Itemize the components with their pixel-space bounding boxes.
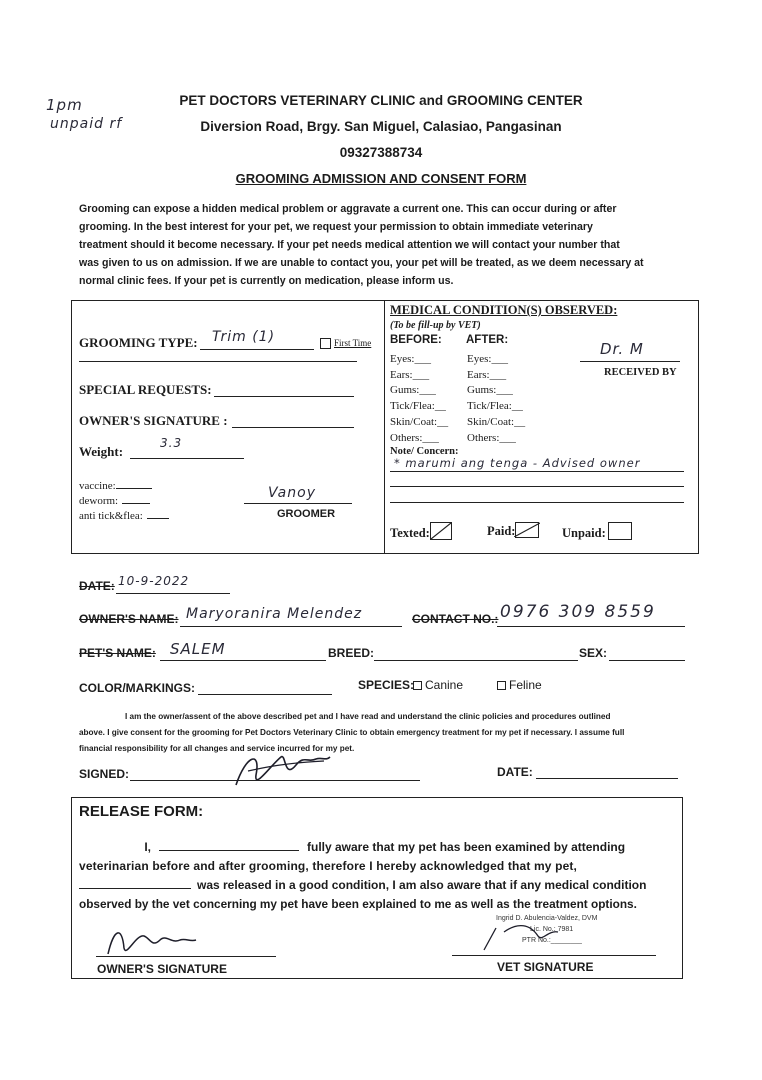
date-value[interactable]: 10-9-2022 (118, 574, 190, 588)
owner-sig-line[interactable] (96, 956, 276, 957)
vet-stamp-license: Lic. No.: 7981 (530, 926, 574, 933)
sex-line[interactable] (609, 660, 685, 661)
first-time-option[interactable] (320, 338, 371, 349)
grooming-type-line-2 (79, 361, 357, 362)
sex-label: SEX: (579, 646, 608, 660)
medical-row: Others:___ Others:___ (390, 431, 516, 444)
medical-row: Tick/Flea:__ Tick/Flea:__ (390, 400, 523, 413)
special-requests-line[interactable] (214, 396, 354, 397)
received-by-line (580, 361, 680, 362)
paid-field[interactable] (487, 522, 539, 539)
owner-name-blank[interactable] (159, 850, 299, 851)
vet-sig-line[interactable] (452, 955, 656, 956)
antitick-field[interactable] (79, 510, 169, 522)
grooming-type-value[interactable]: Trim (1) (212, 329, 276, 345)
after-item: Eyes: (467, 353, 492, 365)
note-label: Note/ Concern: (390, 446, 459, 457)
medical-row: Ears:___ Ears:___ (390, 368, 507, 381)
weight-value[interactable]: 3.3 (160, 436, 183, 450)
after-item: Tick/Flea: (467, 400, 512, 413)
owner-signature-scribble (226, 745, 336, 795)
weight-line (130, 458, 244, 459)
pet-name-value[interactable]: SALEM (170, 640, 226, 658)
after-item: Others: (467, 431, 500, 444)
after-label: AFTER: (466, 334, 509, 346)
box-divider (384, 300, 385, 554)
before-label: BEFORE: (390, 334, 442, 346)
intro-line: treatment should it become necessary. If your pet needs medical attention we will contact your number that (79, 239, 620, 251)
medical-subtitle: (To be fill-up by VET) (390, 320, 481, 331)
paid-label: Paid: (487, 524, 516, 538)
texted-label: Texted: (390, 526, 430, 540)
deworm-field[interactable] (79, 495, 150, 507)
breed-line[interactable] (374, 660, 578, 661)
contact-label: CONTACT NO.: (412, 612, 499, 626)
intro-paragraph (79, 200, 689, 290)
antitick-label: anti tick&flea: (79, 510, 143, 522)
breed-label: BREED: (328, 646, 375, 660)
note-value[interactable]: * marumi ang tenga - Advised owner (394, 456, 641, 470)
date-label: DATE: (79, 579, 115, 593)
checkmark-icon (514, 521, 540, 537)
note-line-1 (390, 471, 684, 472)
unpaid-label: Unpaid: (562, 526, 606, 540)
consent-line: above. I give consent for the grooming for Pet Doctors Veterinary Clinic to obtain emergency treatment for my pet if necessary. I assume full (79, 728, 625, 737)
checkmark-icon (431, 523, 451, 539)
groomer-value: Vanoy (268, 485, 316, 501)
after-item: Ears: (467, 368, 490, 381)
release-paragraph (79, 838, 675, 914)
release-line: veterinarian before and after grooming, therefore I hereby acknowledged that my pet, (79, 859, 578, 873)
intro-line: Grooming can expose a hidden medical problem or aggravate a current one. This can occur during or after (79, 203, 617, 215)
clinic-phone: 09327388734 (339, 145, 423, 160)
special-requests-label: SPECIAL REQUESTS: (79, 382, 212, 397)
weight-label: Weight: (79, 444, 124, 459)
feline-label: Feline (509, 678, 542, 692)
owner-name-line (180, 626, 402, 627)
grooming-type-line (200, 349, 314, 350)
contact-value[interactable]: 0976 309 8559 (500, 602, 656, 622)
before-item: Skin/Coat: (390, 415, 438, 428)
pet-name-label: PET'S NAME: (79, 646, 156, 660)
feline-option[interactable] (497, 678, 542, 692)
groomer-line (244, 503, 352, 504)
owner-signature-label: OWNER'S SIGNATURE : (79, 413, 228, 428)
before-item: Ears: (390, 368, 413, 381)
color-markings-line[interactable] (198, 694, 332, 695)
release-line3-end: was released in a good condition, I am also aware that if any medical condition (197, 878, 647, 892)
pet-name-blank[interactable] (79, 888, 191, 889)
vaccine-field[interactable] (79, 480, 152, 492)
grooming-type-label: GROOMING TYPE: (79, 335, 198, 350)
texted-checkbox[interactable] (430, 522, 452, 540)
after-item: Gums: (467, 384, 497, 397)
canine-label: Canine (425, 678, 464, 692)
contact-line (497, 626, 685, 627)
note-line-3 (390, 502, 684, 503)
vaccine-label: vaccine: (79, 480, 116, 492)
medical-row: Skin/Coat:__ Skin/Coat:__ (390, 415, 526, 428)
species-label: SPECIES: (358, 678, 415, 692)
owner-name-value[interactable]: Maryoranira Melendez (186, 606, 363, 622)
owner-release-signature-scribble (100, 922, 200, 958)
before-item: Eyes: (390, 353, 415, 365)
consent-line: financial responsibility for all changes and service incurred for my pet. (79, 744, 355, 753)
pet-name-line (160, 660, 326, 661)
release-i: I, (144, 840, 151, 854)
date-line (116, 593, 230, 594)
medical-rows (390, 352, 550, 446)
owner-sig-label: OWNER'S SIGNATURE (97, 962, 227, 976)
release-line1-end: fully aware that my pet has been examined by attending (307, 840, 626, 854)
texted-field[interactable] (390, 522, 452, 541)
color-markings-label: COLOR/MARKINGS: (79, 681, 195, 695)
clinic-address: Diversion Road, Brgy. San Miguel, Calasiao, Pangasinan (200, 119, 562, 134)
handwritten-unpaid-note: unpaid rf (50, 116, 123, 132)
release-line: observed by the vet concerning my pet have been explained to me as well as the treatment options. (79, 897, 637, 911)
owner-name-label: OWNER'S NAME: (79, 612, 179, 626)
release-line (79, 838, 675, 857)
before-item: Others: (390, 431, 423, 444)
intro-line: was given to us on admission. If we are unable to contact you, your pet will be treated, as we deem necessary at (79, 257, 644, 269)
canine-checkbox[interactable] (413, 681, 422, 690)
owner-signature-line[interactable] (232, 427, 354, 428)
clinic-name: PET DOCTORS VETERINARY CLINIC and GROOMING CENTER (179, 93, 583, 108)
received-by-value: Dr. M (600, 340, 644, 358)
signed-date-line[interactable] (536, 778, 678, 779)
first-time-label: First Time (334, 338, 372, 348)
medical-title: MEDICAL CONDITION(S) OBSERVED: (390, 303, 618, 317)
vet-stamp-name: Ingrid D. Abulencia-Valdez, DVM (496, 915, 598, 922)
vet-stamp-ptr: PTR No.:________ (522, 937, 582, 944)
vet-signature-scribble (478, 902, 568, 952)
consent-paragraph (79, 709, 689, 757)
vet-sig-label: VET SIGNATURE (497, 960, 594, 974)
unpaid-checkbox[interactable] (608, 522, 632, 540)
medical-row: Eyes:___ Eyes:___ (390, 353, 508, 365)
form-title: GROOMING ADMISSION AND CONSENT FORM (235, 171, 527, 186)
paid-checkbox[interactable] (515, 522, 539, 538)
received-by-label: RECEIVED BY (604, 367, 677, 378)
release-title: RELEASE FORM: (79, 803, 204, 820)
intro-line: normal clinic fees. If your pet is currently on medication, please inform us. (79, 275, 454, 287)
unpaid-field[interactable] (562, 522, 632, 541)
before-item: Gums: (390, 384, 420, 397)
after-item: Skin/Coat: (467, 415, 515, 428)
signed-label: SIGNED: (79, 767, 130, 781)
feline-checkbox[interactable] (497, 681, 506, 690)
before-item: Tick/Flea: (390, 400, 435, 413)
medical-row: Gums:___ Gums:___ (390, 384, 513, 397)
vet-stamp-ptr-label: PTR No.: (522, 937, 551, 944)
signed-date-label: DATE: (497, 765, 533, 779)
canine-option[interactable] (413, 678, 463, 692)
handwritten-time: 1pm (46, 96, 83, 114)
deworm-label: deworm: (79, 495, 119, 507)
groomer-label: GROOMER (277, 508, 336, 520)
note-line-2 (390, 486, 684, 487)
consent-line: I am the owner/assent of the above described pet and I have read and understand the clinic policies and procedures outlined (125, 712, 611, 721)
first-time-checkbox[interactable] (320, 338, 331, 349)
release-line (79, 876, 675, 895)
intro-line: grooming. In the best interest for your pet, we request your permission to obtain immediate veterinary (79, 221, 593, 233)
